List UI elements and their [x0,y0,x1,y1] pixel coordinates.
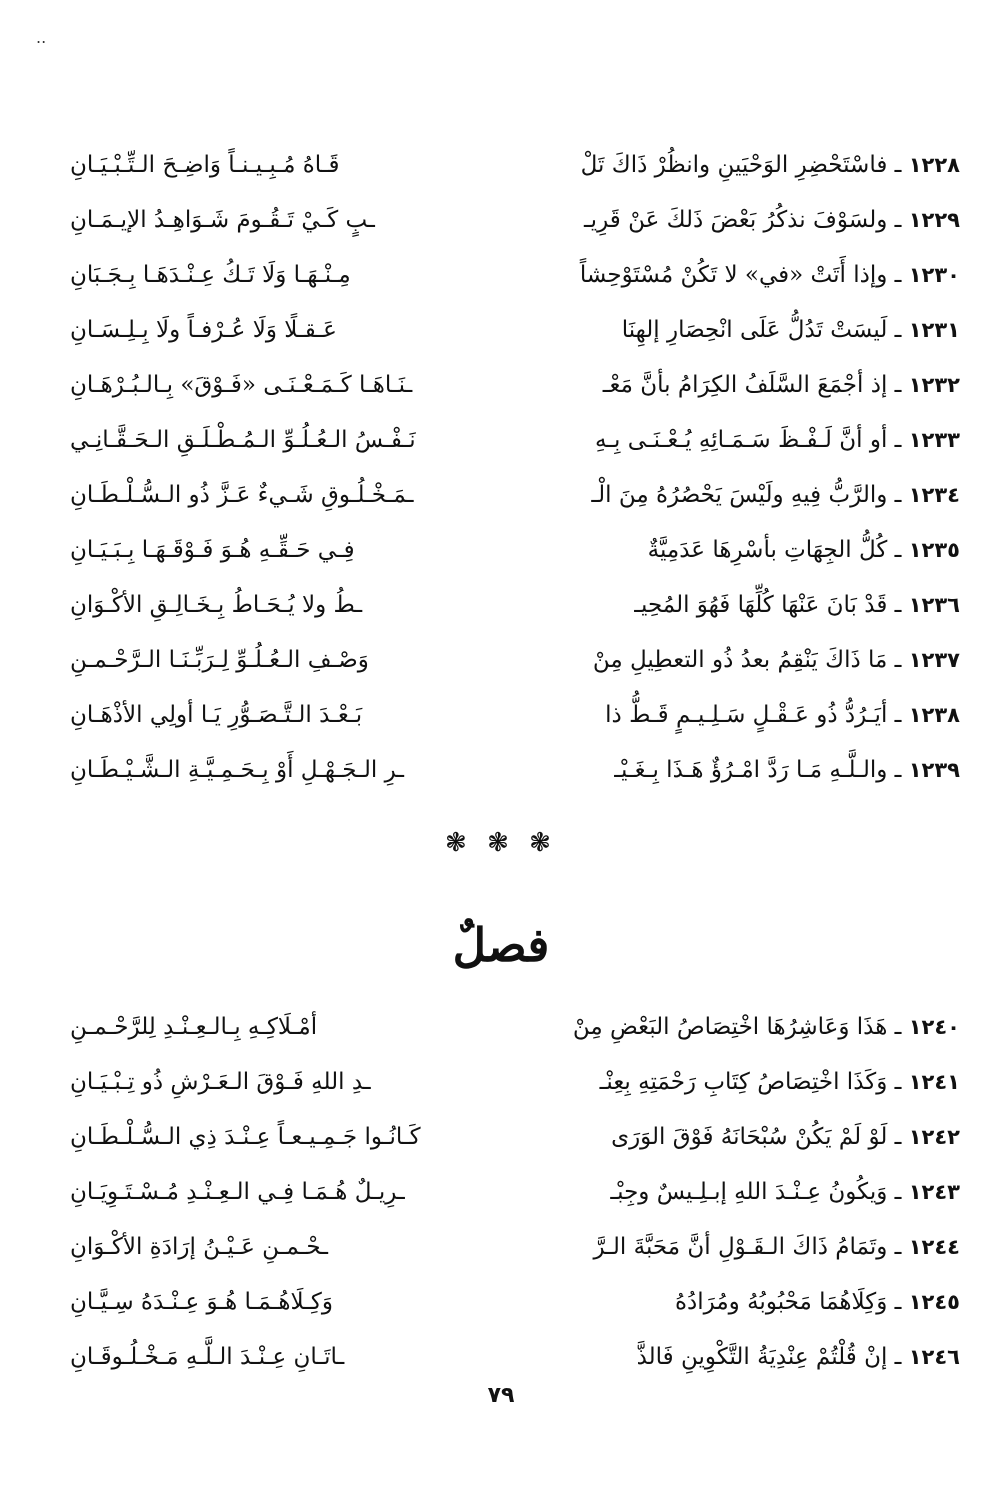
verse-first-text: وَكَذَا اخْتِصَاصُ كِتَابِ رَحْمَتِهِ بِعِنْـ [599,1069,888,1095]
verse-line [70,138,960,193]
verse-second-hemistich: ـطُ ولا يُـحَـاطُ بِـخَـالِـقِ الأكْـوَانِ [70,592,363,618]
verse-first-hemistich: ١٢٣١ ـ لَيسَتْ تَدُلُّ عَلَى انْحِصَارِ إلهِنَا [621,317,960,343]
verse-line [70,193,960,248]
verse-number: ١٢٤٢ [908,1125,960,1149]
verse-first-text: أيَـرُدُّ ذُو عَـقْـلٍ سَـلِـيـمٍ قَـطُّ ذا [605,702,888,728]
verse-line [70,468,960,523]
verse-line [70,358,960,413]
poem-section-2 [70,1000,960,1385]
verse-number: ١٢٣٩ [908,758,960,782]
verse-first-hemistich: ١٢٣٠ ـ وإذا أَتَتْ «في» لا تَكُنْ مُسْتَوْحِشاً [579,262,960,288]
verse-number: ١٢٣٥ [908,538,960,562]
verse-line [70,1165,960,1220]
section-separator: ❃ ❃ ❃ [445,828,557,858]
verse-first-hemistich: ١٢٣٤ ـ والرَّبُّ فِيهِ ولَيْسَ يَحْصُرُهُ مِنَ الْـ [591,482,960,508]
verse-second-hemistich: ـاتَـانِ عِـنْـدَ الـلَّـهِ مَـخْـلُـوقَـانِ [70,1344,345,1370]
verse-first-hemistich: ١٢٤٥ ـ وَكِلَاهُمَا مَحْبُوبُهُ ومُرَادُهُ [674,1289,960,1315]
verse-line [70,413,960,468]
verse-number: ١٢٣١ [908,318,960,342]
verse-number: ١٢٢٨ [908,153,960,177]
verse-first-text: والـلَّـهِ مَـا رَدَّ امْـرُؤٌ هَـذَا بِـغَـيْـ [614,757,888,783]
verse-second-hemistich: بَـعْـدَ الـتَّـصَـوُّرِ يَـا أولِي الأذْهَـانِ [70,702,363,728]
verse-first-hemistich: ١٢٤٦ ـ إنْ قُلْتُمْ عِنْدِيَةُ التَّكْوِينِ فَالذَّ [636,1344,960,1370]
verse-first-hemistich: ١٢٤١ ـ وَكَذَا اخْتِصَاصُ كِتَابِ رَحْمَتِهِ بِعِنْـ [599,1069,960,1095]
verse-first-hemistich: ١٢٣٧ ـ مَا ذَاكَ يَنْقِمُ بعدُ ذُو التعطِيلِ مِنْ [592,647,960,673]
verse-second-hemistich: ـمَـخْـلُـوقِ شَـيءٌ عَـزَّ ذُو الـسُّـلْـطَـانِ [70,482,414,508]
verse-number: ١٢٣٣ [908,428,960,452]
verse-line [70,248,960,303]
verse-first-text: إذ أجْمَعَ السَّلَفُ الكِرَامُ بأنَّ مَعْـ [602,372,888,398]
verse-first-text: وتَمَامُ ذَاكَ الـقَـوْلِ أنَّ مَحَبَّةَ الـرَّ [593,1234,888,1260]
verse-first-hemistich: ١٢٣٦ ـ قَدْ بَانَ عَنْهَا كُلِّهَا فَهُوَ المُحِيـ [634,592,960,618]
verse-second-hemistich: ـبٍ كَـيْ تَـقُـومَ شَـوَاهِـدُ الإيـمَـانِ [70,207,375,233]
verse-first-text: كُلُّ الجِهَاتِ بأسْرِهَا عَدَمِيَّةٌ [647,537,888,563]
verse-second-hemistich: ـرِيـلٌ هُـمَـا فِـي الـعِـنْـدِ مُـسْـتَـوِيَـانِ [70,1179,405,1205]
verse-first-text: أو أنَّ لَـفْـظَ سَـمَـائِهِ يُـعْـنَـى بِـهِ [594,427,888,453]
page-number: ٧٩ [487,1383,515,1408]
verse-first-text: فاسْتَحْضِرِ الوَحْيَينِ وانظُرْ ذَاكَ تَلْ [580,152,888,178]
verse-first-hemistich: ١٢٣٣ ـ أو أنَّ لَـفْـظَ سَـمَـائِهِ يُـعْـنَـى بِـهِ [594,427,960,453]
verse-first-hemistich: ١٢٢٨ ـ فاسْتَحْضِرِ الوَحْيَينِ وانظُرْ ذَاكَ تَلْ [580,152,960,178]
verse-second-hemistich: فِـي حَـقِّـهِ هُـوَ فَـوْقَـهَـا بِـبَـيَـانِ [70,537,355,563]
poem-section-1 [70,138,960,798]
verse-first-text: قَدْ بَانَ عَنْهَا كُلِّهَا فَهُوَ المُحِيـ [634,592,888,618]
verse-second-hemistich: وَكِـلَاهُـمَـا هُـوَ عِـنْـدَهُ سِـيَّـانِ [70,1289,333,1315]
verse-second-hemistich: نَـفْـسُ الـعُـلُـوِّ الـمُـطْـلَـقِ الـحَـقَّـانِـي [70,427,416,453]
verse-line [70,633,960,688]
verse-number: ١٢٢٩ [908,208,960,232]
verse-first-text: وإذا أَتَتْ «في» لا تَكُنْ مُسْتَوْحِشاً [579,262,888,288]
verse-number: ١٢٤٣ [908,1180,960,1204]
verse-line [70,743,960,798]
verse-number: ١٢٣٨ [908,703,960,727]
verse-first-hemistich: ١٢٤٢ ـ لَوْ لَمْ يَكُنْ سُبْحَانَهُ فَوْقَ الوَرَى [611,1124,960,1150]
verse-second-hemistich: عَـقـلًا وَلَا عُـرْفـاً ولَا بِـلِـسَـانِ [70,317,337,343]
verse-first-text: مَا ذَاكَ يَنْقِمُ بعدُ ذُو التعطِيلِ مِنْ [592,647,888,673]
verse-second-hemistich: ـرِ الـجَـهْـلِ أَوْ بِـحَـمِـيَّـةِ الـشَّـيْـطَـانِ [70,757,404,783]
verse-second-hemistich: قَـاهُ مُـبِـيـنـاً وَاضِـحَ الـتِّـبْـيَـانِ [70,152,340,178]
verse-first-hemistich: ١٢٣٨ ـ أيَـرُدُّ ذُو عَـقْـلٍ سَـلِـيـمٍ قَـطُّ ذا [605,702,960,728]
verse-first-hemistich: ١٢٤٤ ـ وتَمَامُ ذَاكَ الـقَـوْلِ أنَّ مَحَبَّةَ الـرَّ [593,1234,960,1260]
section-heading: فصلٌ [452,918,550,972]
verse-number: ١٢٣٤ [908,483,960,507]
verse-number: ١٢٣٧ [908,648,960,672]
verse-first-hemistich: ١٢٣٢ ـ إذ أجْمَعَ السَّلَفُ الكِرَامُ بأنَّ مَعْـ [602,372,960,398]
verse-number: ١٢٤١ [908,1070,960,1094]
verse-first-hemistich: ١٢٢٩ ـ ولسَوْفَ نذكُرُ بَعْضَ ذَلكَ عَنْ قَرِيـ [583,207,960,233]
verse-line [70,578,960,633]
verse-second-hemistich: أمْـلَاكِـهِ بِـالـعِـنْـدِ لِلرَّحْـمـنِ [70,1014,318,1040]
verse-first-text: هَذَا وَعَاشِرُهَا اخْتِصَاصُ البَعْضِ مِنْ [572,1014,888,1040]
verse-line [70,523,960,578]
verse-first-text: وَيكُونُ عِـنْـدَ اللهِ إبـلِـيسٌ وجِبْـ [610,1179,888,1205]
verse-second-hemistich: ـدِ اللهِ فَـوْقَ الـعَـرْشِ ذُو تِـبْـيَـانِ [70,1069,371,1095]
verse-number: ١٢٤٠ [908,1015,960,1039]
verse-line [70,1275,960,1330]
verse-second-hemistich: مِـنْـهَـا وَلَا تَـكُ عِـنْـدَهَـا بِـجَـبَانِ [70,262,351,288]
verse-number: ١٢٣٢ [908,373,960,397]
verse-first-text: ولسَوْفَ نذكُرُ بَعْضَ ذَلكَ عَنْ قَرِيـ [583,207,888,233]
verse-number: ١٢٤٦ [908,1345,960,1369]
verse-first-hemistich: ١٢٣٩ ـ والـلَّـهِ مَـا رَدَّ امْـرُؤٌ هَـذَا بِـغَـيْـ [614,757,960,783]
verse-first-hemistich: ١٢٤٠ ـ هَذَا وَعَاشِرُهَا اخْتِصَاصُ البَعْضِ مِنْ [572,1014,960,1040]
verse-second-hemistich: وَصْـفِ الـعُـلُـوِّ لِـرَبِّـنَـا الـرَّحْـمـنِ [70,647,369,673]
verse-number: ١٢٣٠ [908,263,960,287]
verse-line [70,1110,960,1165]
verse-line [70,1000,960,1055]
verse-line [70,1220,960,1275]
verse-number: ١٢٤٤ [908,1235,960,1259]
verse-second-hemistich: ـنَـاهَـا كَـمَـعْـنَـى «فَـوْقَ» بِـالـبُـرْهَـانِ [70,372,413,398]
verse-first-hemistich: ١٢٤٣ ـ وَيكُونُ عِـنْـدَ اللهِ إبـلِـيسٌ وجِبْـ [610,1179,960,1205]
verse-second-hemistich: كَـانُـوا جَـمِـيـعـاً عِـنْـدَ ذِي الـسُّـلْـطَـانِ [70,1124,421,1150]
verse-first-text: لَيسَتْ تَدُلُّ عَلَى انْحِصَارِ إلهِنَا [621,317,888,343]
verse-first-text: إنْ قُلْتُمْ عِنْدِيَةُ التَّكْوِينِ فَالذَّ [636,1344,888,1370]
verse-first-text: وَكِلَاهُمَا مَحْبُوبُهُ ومُرَادُهُ [674,1289,888,1315]
verse-line [70,1055,960,1110]
verse-first-text: لَوْ لَمْ يَكُنْ سُبْحَانَهُ فَوْقَ الوَرَى [611,1124,888,1150]
verse-line [70,1330,960,1385]
corner-mark: .. [36,28,47,47]
verse-number: ١٢٣٦ [908,593,960,617]
verse-line [70,303,960,358]
verse-first-hemistich: ١٢٣٥ ـ كُلُّ الجِهَاتِ بأسْرِهَا عَدَمِيَّةٌ [647,537,960,563]
verse-number: ١٢٤٥ [908,1290,960,1314]
verse-second-hemistich: ـحْـمـنِ عَـيْـنُ إرَادَةِ الأكْـوَانِ [70,1234,328,1260]
verse-line [70,688,960,743]
verse-first-text: والرَّبُّ فِيهِ ولَيْسَ يَحْصُرُهُ مِنَ الْـ [591,482,888,508]
